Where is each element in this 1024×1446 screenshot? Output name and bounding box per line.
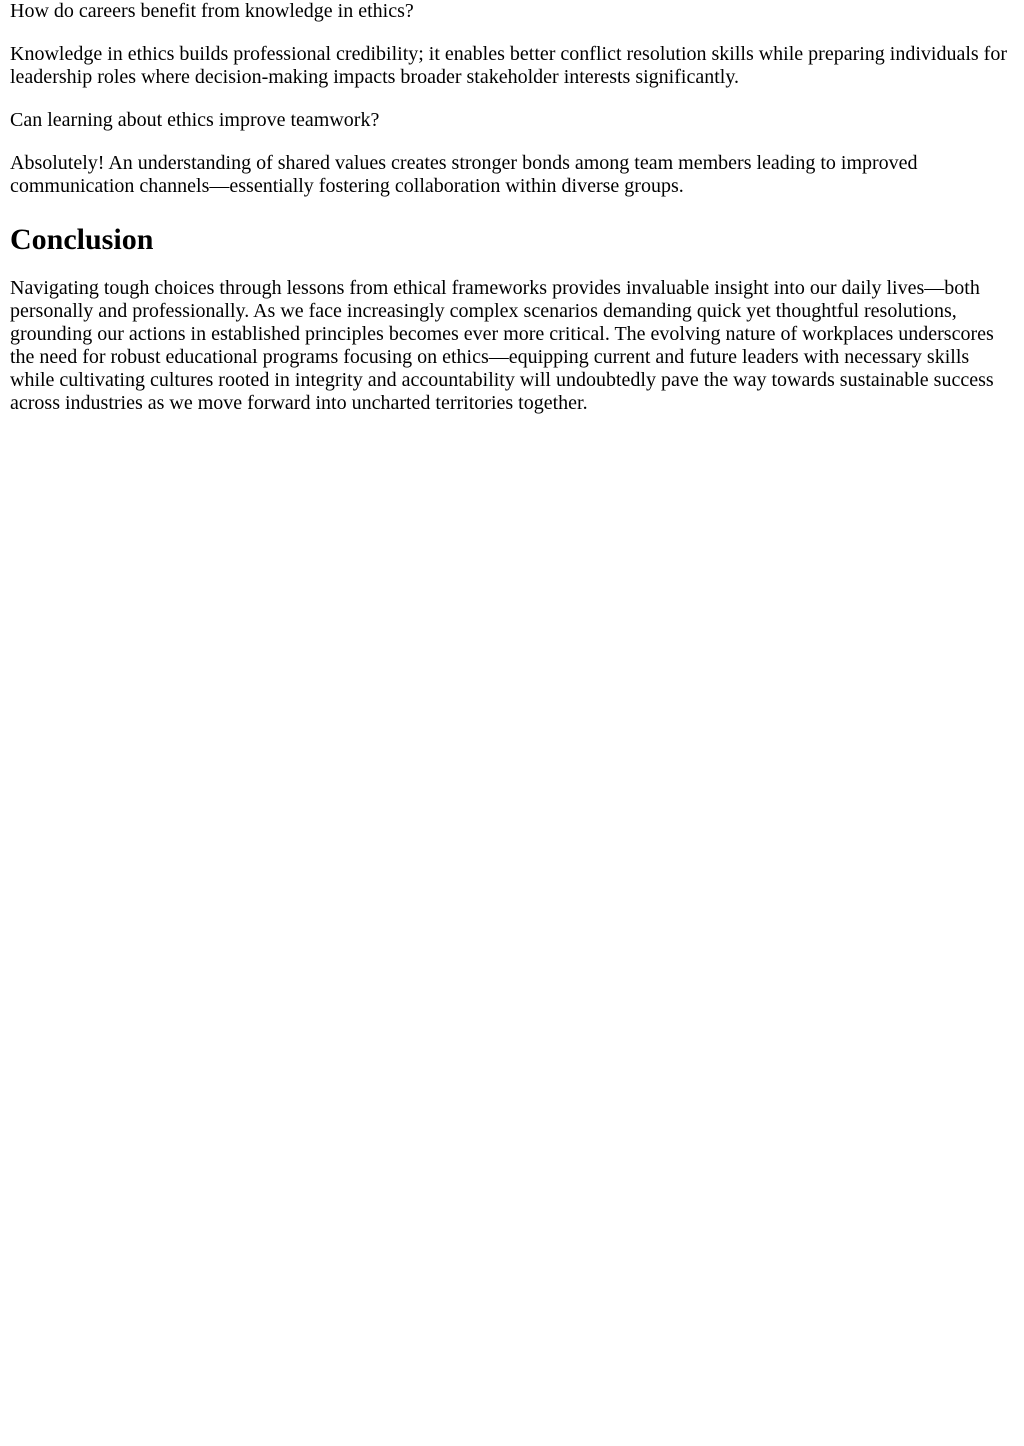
conclusion-paragraph: Navigating tough choices through lessons from ethical frameworks provides invaluable insight into our daily lives—both personally and professionally. As we face increasingly complex scenarios demanding quick yet thoughtful resolutions, grounding our actions in established principles becomes ever more critical. The evolving nature of workplaces underscores the need for robust educational programs focusing on ethics—equipping current and future leaders with necessary skills while cultivating cultures rooted in integrity and accountability will undoubtedly pave the way towards sustainable success across industries as we move forward into uncharted territories together.: [10, 277, 994, 414]
faq-question: How do careers benefit from knowledge in ethics?: [10, 0, 414, 22]
faq-answer: Knowledge in ethics builds professional credibility; it enables better conflict resolution skills while preparing individuals for leadership roles where decision-making impacts broader stakeholder interests significantly.: [10, 43, 1008, 88]
conclusion-heading: Conclusion: [10, 223, 154, 256]
faq-question: Can learning about ethics improve teamwork?: [10, 109, 380, 131]
faq-answer: Absolutely! An understanding of shared values creates stronger bonds among team members leading to improved communication channels—essentially fostering collaboration within diverse groups.: [10, 152, 918, 197]
document-page: [0, 0, 1024, 415]
